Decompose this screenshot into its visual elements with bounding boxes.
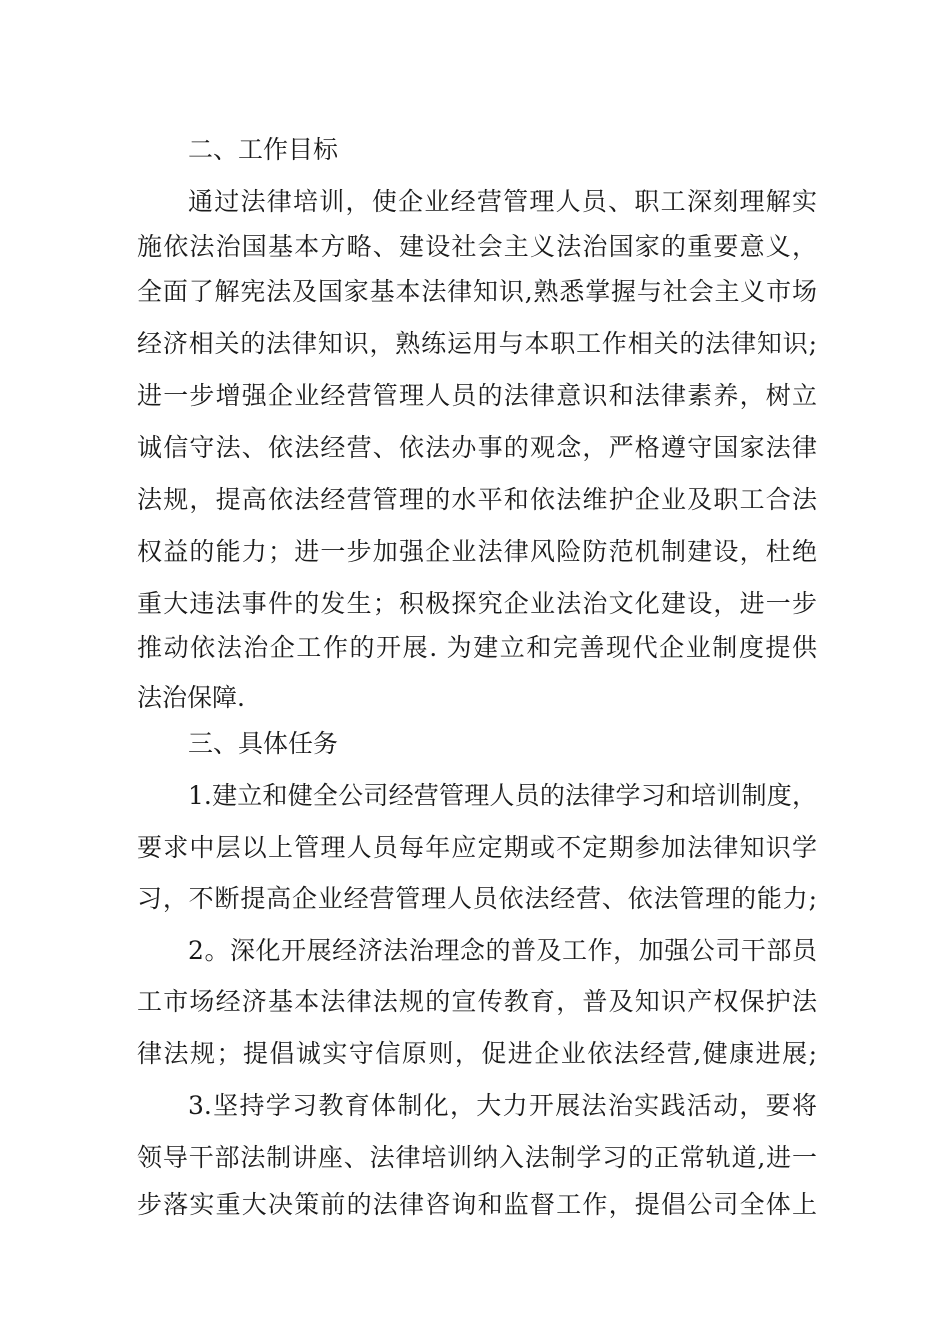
task-item-line: 工市场经济基本法律法规的宣传教育，普及知识产权保护法: [137, 987, 817, 1016]
paragraph-line: 通过法律培训，使企业经营管理人员、职工深刻理解实: [188, 187, 817, 216]
task-item-line: 律法规；提倡诚实守信原则，促进企业依法经营,健康进展;: [137, 1039, 817, 1068]
task-item-line: 1.建立和健全公司经营管理人员的法律学习和培训制度，: [188, 781, 817, 810]
task-item-line: 领导干部法制讲座、法律培训纳入法制学习的正常轨道,进一: [137, 1143, 817, 1172]
paragraph-line: 重大违法事件的发生；积极探究企业法治文化建设，进一步: [137, 589, 817, 618]
heading-work-goals: 二、工作目标: [188, 135, 339, 164]
paragraph-line: 全面了解宪法及国家基本法律知识,熟悉掌握与社会主义市场: [137, 277, 817, 306]
paragraph-line: 权益的能力；进一步加强企业法律风险防范机制建设，杜绝: [137, 537, 817, 566]
paragraph-line: 施依法治国基本方略、建设社会主义法治国家的重要意义，: [137, 232, 817, 261]
task-item-line: 2。深化开展经济法治理念的普及工作，加强公司干部员: [188, 936, 817, 965]
paragraph-line: 法治保障.: [137, 683, 245, 712]
task-item-line: 习，不断提高企业经营管理人员依法经营、依法管理的能力;: [137, 884, 817, 913]
paragraph-line: 经济相关的法律知识，熟练运用与本职工作相关的法律知识;: [137, 329, 817, 358]
task-item-line: 步落实重大决策前的法律咨询和监督工作，提倡公司全体上: [137, 1190, 817, 1219]
paragraph-line: 进一步增强企业经营管理人员的法律意识和法律素养，树立: [137, 381, 817, 410]
paragraph-line: 诚信守法、依法经营、依法办事的观念，严格遵守国家法律: [137, 433, 817, 462]
paragraph-line: 法规，提高依法经营管理的水平和依法维护企业及职工合法: [137, 485, 817, 514]
paragraph-line: 推动依法治企工作的开展. 为建立和完善现代企业制度提供: [137, 633, 817, 662]
task-item-line: 3.坚持学习教育体制化，大力开展法治实践活动，要将: [188, 1091, 817, 1120]
task-item-line: 要求中层以上管理人员每年应定期或不定期参加法律知识学: [137, 833, 817, 862]
heading-specific-tasks: 三、具体任务: [188, 729, 339, 758]
